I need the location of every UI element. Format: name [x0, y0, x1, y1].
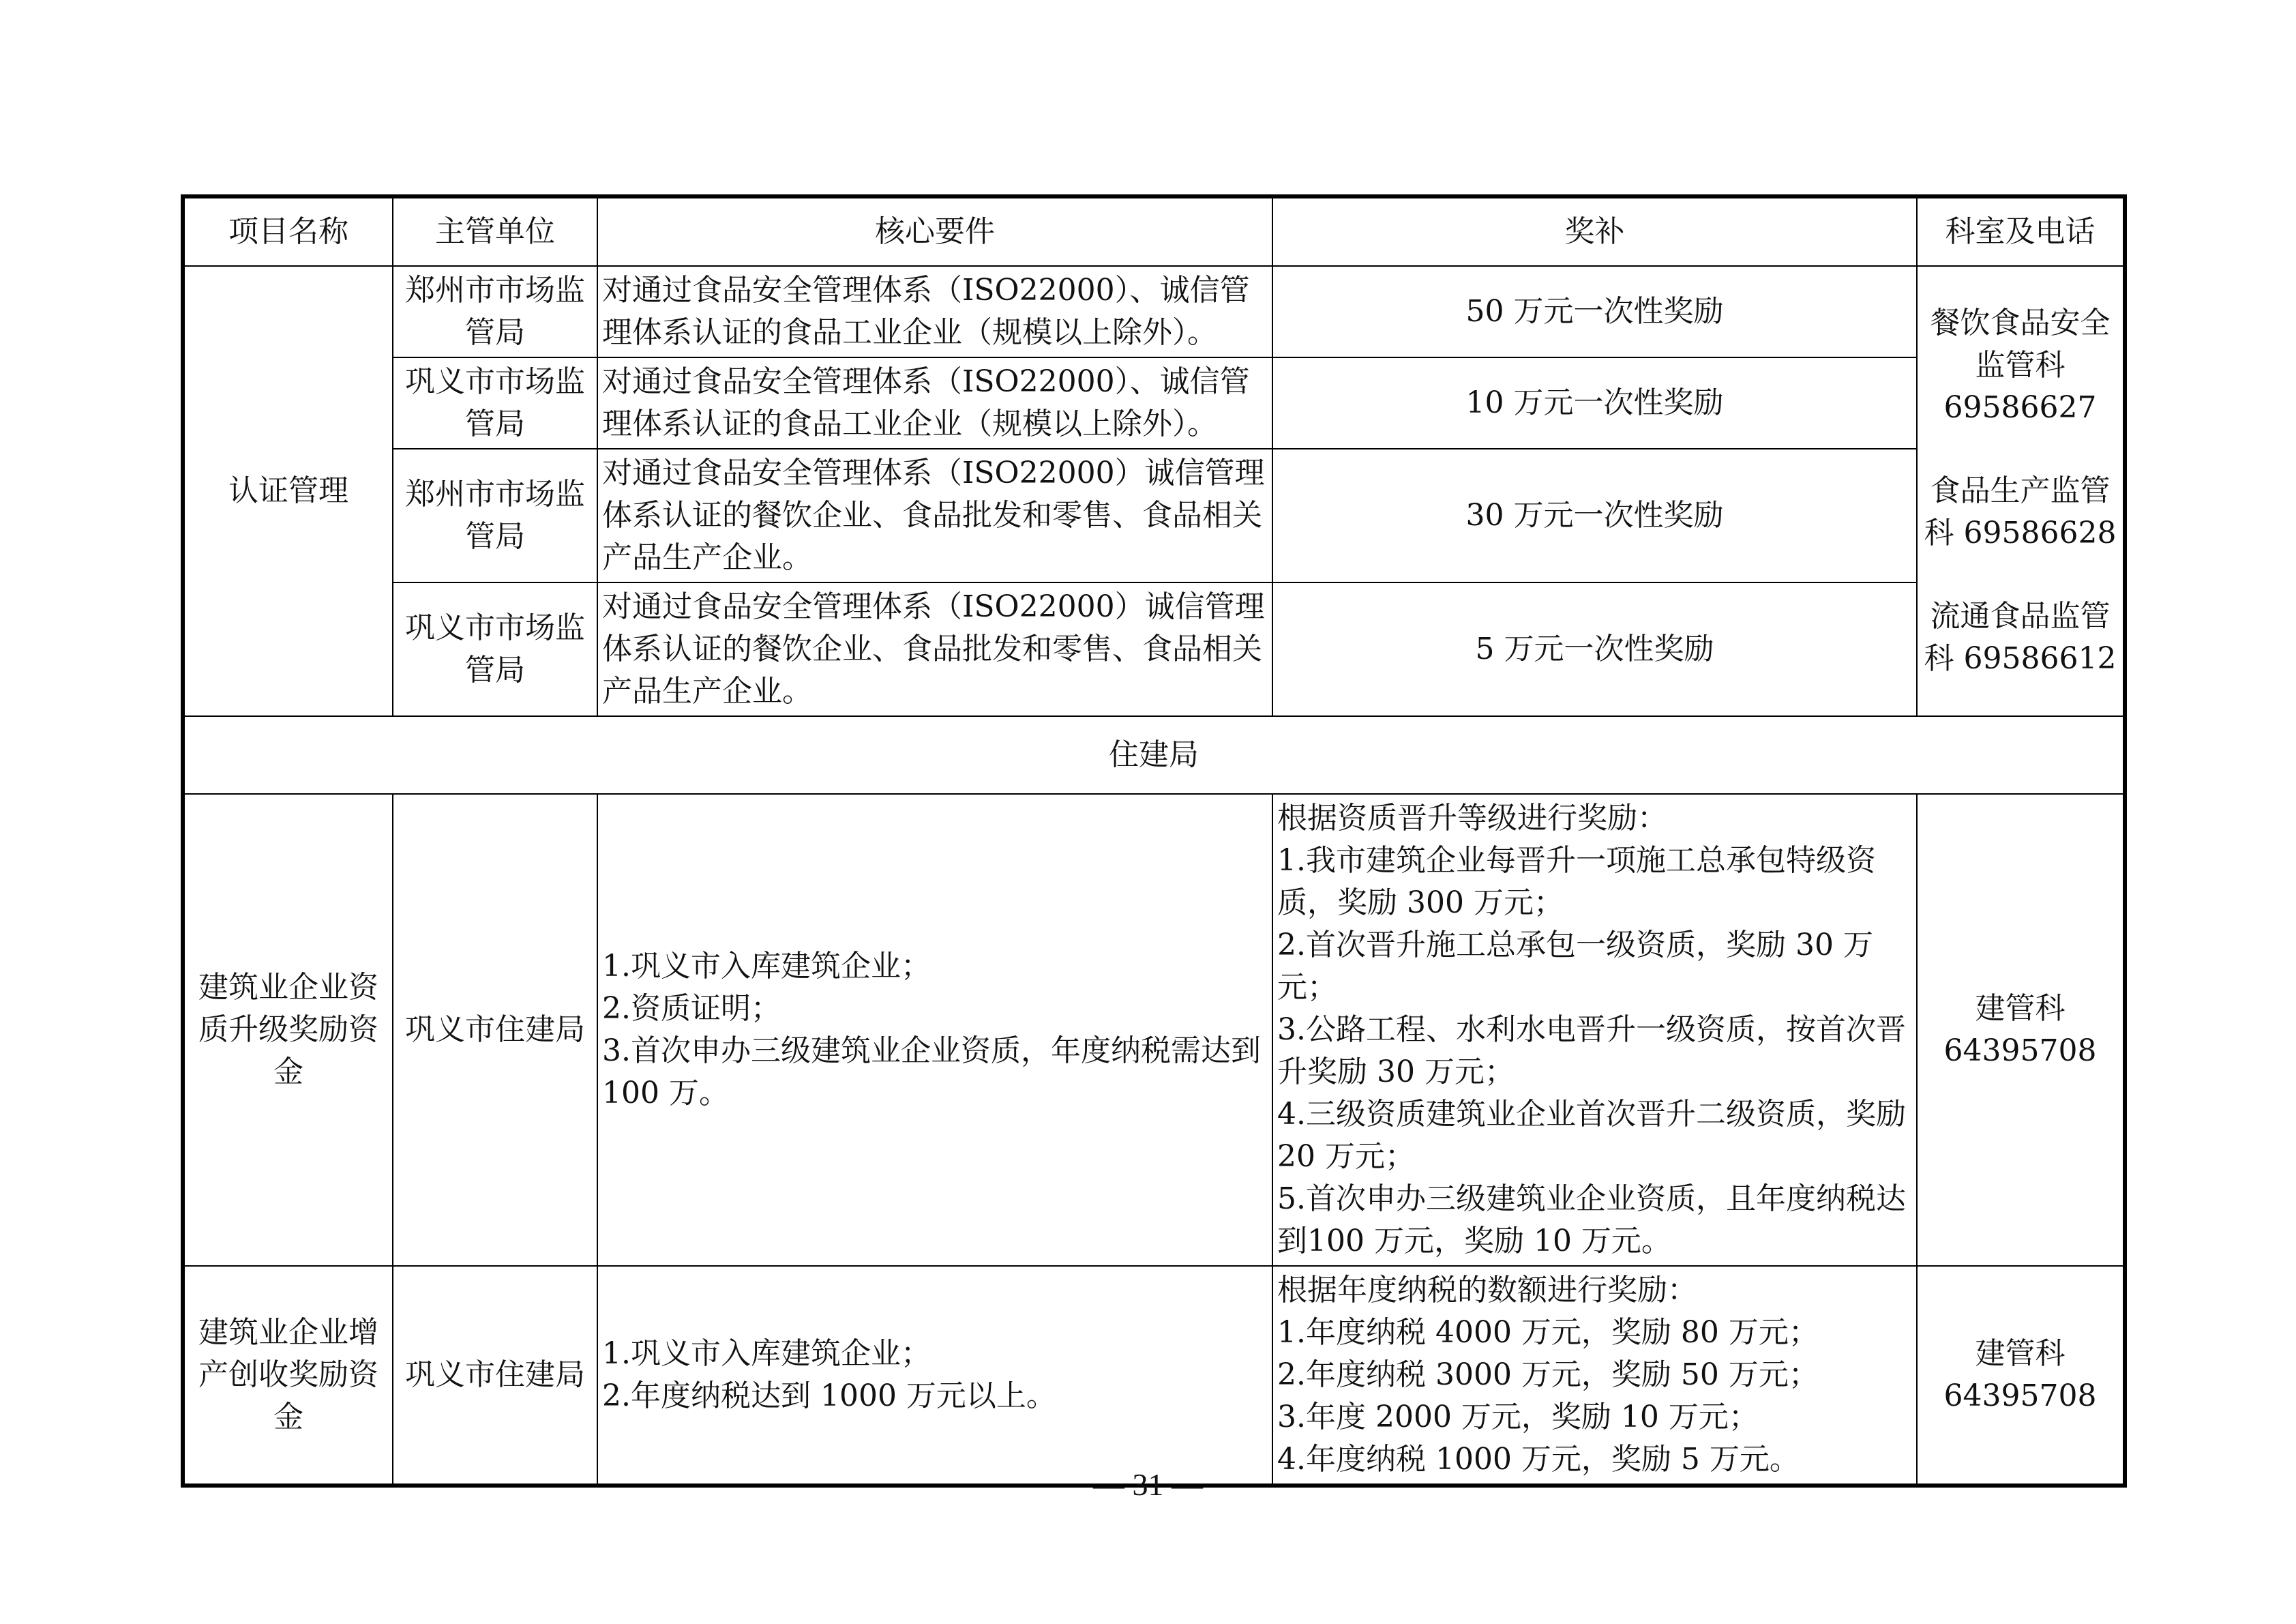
- requirement-cell: 对通过食品安全管理体系（ISO22000）、诚信管理体系认证的食品工业企业（规模以上除外）。: [597, 357, 1272, 449]
- table-row: [183, 266, 2125, 357]
- contact-cell: [1917, 1266, 2125, 1486]
- section-row: [183, 716, 2125, 794]
- table-header-row: [183, 196, 2125, 266]
- award-cell: 10 万元一次性奖励: [1272, 357, 1917, 449]
- page-number: — 31 —: [1093, 1467, 1203, 1502]
- award-line: 2.首次晋升施工总承包一级资质，奖励 30 万元；: [1277, 928, 1873, 1005]
- requirement-cell: [597, 1266, 1272, 1486]
- project-cell: 建筑业企业资质升级奖励资金: [183, 794, 393, 1266]
- award-line: 5.首次申办三级建筑业企业资质，且年度纳税达到100 万元，奖励 10 万元。: [1277, 1181, 1906, 1258]
- award-cell: [1272, 794, 1917, 1266]
- award-line: 1.年度纳税 4000 万元，奖励 80 万元；: [1277, 1315, 1819, 1350]
- award-line: 根据年度纳税的数额进行奖励：: [1277, 1273, 1697, 1308]
- header-requirements: 核心要件: [597, 196, 1272, 266]
- award-cell: 30 万元一次性奖励: [1272, 449, 1917, 582]
- award-line: 3.年度 2000 万元，奖励 10 万元；: [1277, 1400, 1759, 1434]
- requirement-cell: 对通过食品安全管理体系（ISO22000）诚信管理体系认证的餐饮企业、食品批发和零售、食品相关产品生产企业。: [597, 449, 1272, 582]
- requirement-cell: 对通过食品安全管理体系（ISO22000）诚信管理体系认证的餐饮企业、食品批发和零售、食品相关产品生产企业。: [597, 582, 1272, 716]
- requirement-line: 2.年度纳税达到 1000 万元以上。: [602, 1378, 1056, 1413]
- table-row: [183, 449, 2125, 582]
- award-cell: 5 万元一次性奖励: [1272, 582, 1917, 716]
- project-cell: 建筑业企业增产创收奖励资金: [183, 1266, 393, 1486]
- contact-dept: 建管科: [1975, 991, 2066, 1026]
- award-line: 根据资质晋升等级进行奖励：: [1277, 801, 1667, 836]
- table-row: [183, 582, 2125, 716]
- requirement-line: 1.巩义市入库建筑企业；: [602, 949, 931, 984]
- project-cert-management: 认证管理: [183, 266, 393, 716]
- table-row: [183, 794, 2125, 1266]
- award-line: 2.年度纳税 3000 万元，奖励 50 万元；: [1277, 1357, 1819, 1392]
- header-award: 奖补: [1272, 196, 1917, 266]
- header-contact: 科室及电话: [1917, 196, 2125, 266]
- contact-cell-cert: [1917, 266, 2125, 716]
- contact-dept-phone: 食品生产监管科 69586628: [1924, 473, 2117, 550]
- unit-cell: 巩义市住建局: [393, 794, 597, 1266]
- requirement-line: 3.首次申办三级建筑业企业资质，年度纳税需达到100 万。: [602, 1033, 1261, 1110]
- contact-phone: 64395708: [1943, 1033, 2097, 1068]
- requirement-cell: [597, 794, 1272, 1266]
- contact-dept-phone: 流通食品监管科 69586612: [1924, 599, 2117, 676]
- award-cell: 50 万元一次性奖励: [1272, 266, 1917, 357]
- contact-dept: 餐饮食品安全监管科: [1930, 306, 2111, 383]
- table-row: [183, 357, 2125, 449]
- table-row: [183, 1266, 2125, 1486]
- header-unit: 主管单位: [393, 196, 597, 266]
- unit-cell: 郑州市市场监管局: [393, 266, 597, 357]
- policy-table: [181, 194, 2127, 1488]
- award-line: 3.公路工程、水利水电晋升一级资质，按首次晋升奖励 30 万元；: [1277, 1012, 1906, 1089]
- unit-cell: 巩义市市场监管局: [393, 582, 597, 716]
- award-line: 1.我市建筑企业每晋升一项施工总承包特级资质，奖励 300 万元；: [1277, 843, 1876, 920]
- contact-phone: 64395708: [1943, 1378, 2097, 1413]
- contact-cell: [1917, 794, 2125, 1266]
- section-title: 住建局: [183, 716, 2125, 794]
- unit-cell: 郑州市市场监管局: [393, 449, 597, 582]
- unit-cell: 巩义市住建局: [393, 1266, 597, 1486]
- contact-dept: 建管科: [1975, 1336, 2066, 1371]
- unit-cell: 巩义市市场监管局: [393, 357, 597, 449]
- requirement-line: 2.资质证明；: [602, 991, 781, 1026]
- award-line: 4.三级资质建筑业企业首次晋升二级资质，奖励20 万元；: [1277, 1097, 1906, 1174]
- header-project-name: 项目名称: [183, 196, 393, 266]
- award-cell: [1272, 1266, 1917, 1486]
- requirement-line: 1.巩义市入库建筑企业；: [602, 1336, 931, 1371]
- requirement-cell: 对通过食品安全管理体系（ISO22000）、诚信管理体系认证的食品工业企业（规模以上除外）。: [597, 266, 1272, 357]
- contact-phone: 69586627: [1943, 390, 2097, 425]
- award-line: 4.年度纳税 1000 万元，奖励 5 万元。: [1277, 1442, 1800, 1477]
